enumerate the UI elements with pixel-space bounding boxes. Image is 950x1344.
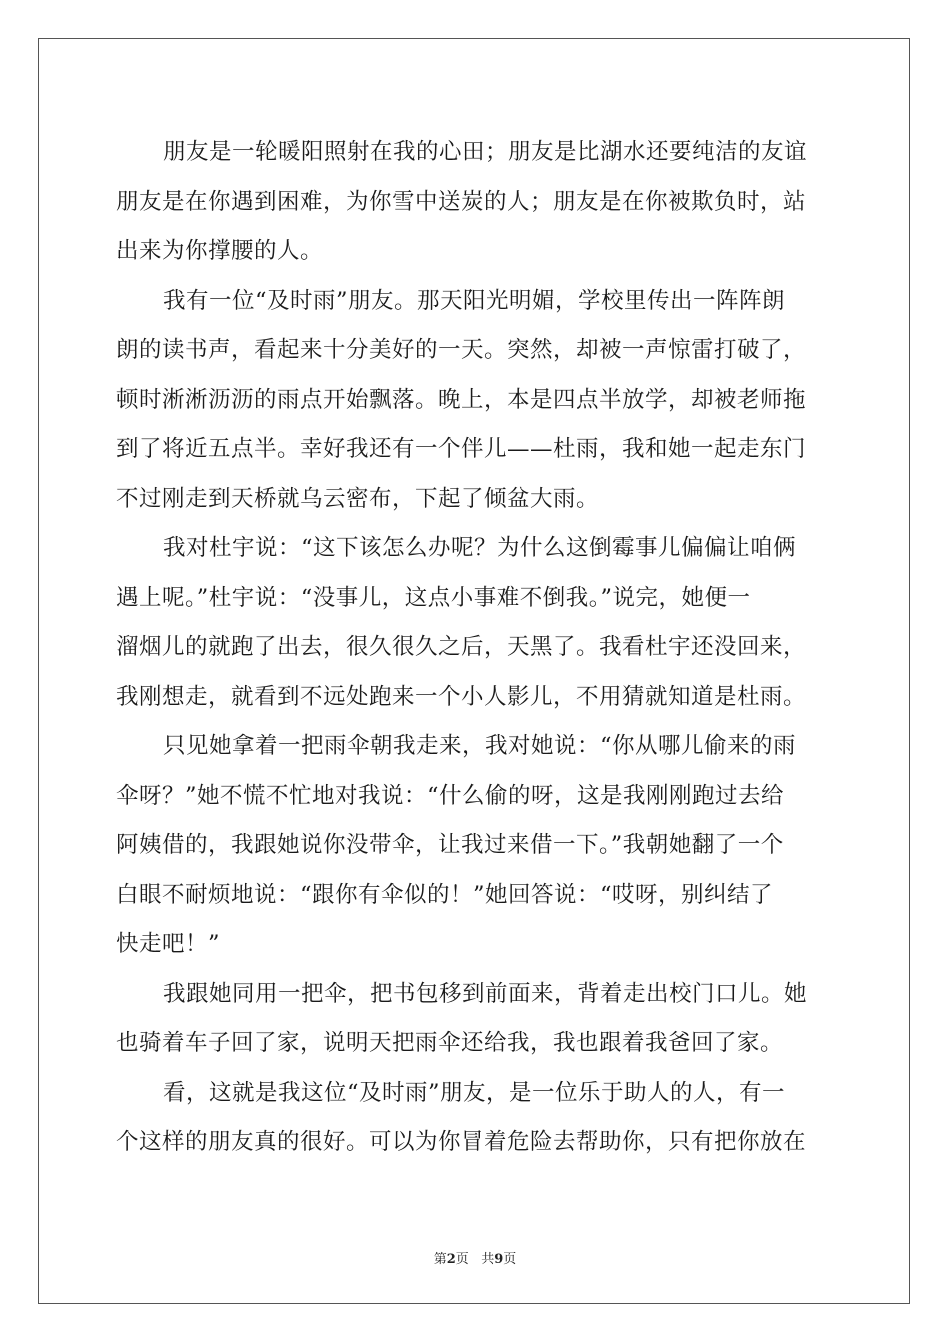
- text-line: 我有一位“及时雨”朋友。那天阳光明媚，学校里传出一阵阵朗: [163, 287, 786, 314]
- text-line: 我刚想走，就看到不远处跑来一个小人影儿，不用猜就知道是杜雨。: [116, 683, 807, 710]
- text-line: 到了将近五点半。幸好我还有一个伴儿——杜雨，我和她一起走东门: [116, 436, 807, 462]
- footer-total-prefix: 共: [481, 1252, 495, 1267]
- text-line: 遇上呢。”杜宇说：“没事儿，这点小事难不倒我。”说完，她便一: [116, 584, 751, 611]
- total-pages-number: 9: [494, 1252, 504, 1267]
- text-line: 阿姨借的，我跟她说你没带伞，让我过来借一下。”我朝她翻了一个: [116, 832, 784, 858]
- text-line: 不过刚走到天桥就乌云密布，下起了倾盆大雨。: [116, 485, 600, 512]
- current-page-number: 2: [446, 1252, 456, 1267]
- text-line: 也骑着车子回了家，说明天把雨伞还给我，我也跟着我爸回了家。: [116, 1030, 784, 1056]
- text-line: 看，这就是我这位“及时雨”朋友，是一位乐于助人的人，有一: [163, 1079, 786, 1106]
- text-line: 个这样的朋友真的很好。可以为你冒着危险去帮助你，只有把你放在: [116, 1129, 807, 1155]
- footer-page-suffix: 页: [455, 1252, 469, 1267]
- text-line: 只见她拿着一把雨伞朝我走来，我对她说：“你从哪儿偷来的雨: [163, 733, 797, 759]
- text-line: 白眼不耐烦地说：“跟你有伞似的！”她回答说：“哎呀，别纠结了: [116, 881, 774, 908]
- text-line: 朗的读书声，看起来十分美好的一天。突然，却被一声惊雷打破了，: [116, 337, 807, 363]
- document-body: [116, 128, 832, 1168]
- text-line: 朋友是一轮暖阳照射在我的心田；朋友是比湖水还要纯洁的友谊: [163, 139, 808, 165]
- text-line: 朋友是在你遇到困难，为你雪中送炭的人；朋友是在你被欺负时，站: [116, 188, 807, 215]
- text-line: 伞呀？”她不慌不忙地对我说：“什么偷的呀，这是我刚刚跑过去给: [116, 782, 785, 809]
- text-line: 快走吧！”: [116, 931, 221, 957]
- page-footer: [0, 1248, 950, 1267]
- text-line: 我跟她同用一把伞，把书包移到前面来，背着走出校门口儿。她: [163, 980, 808, 1007]
- text-line: 出来为你撑腰的人。: [116, 238, 324, 264]
- text-line: 顿时淅淅沥沥的雨点开始飘落。晚上，本是四点半放学，却被老师拖: [116, 386, 807, 413]
- text-line: 溜烟儿的就跑了出去，很久很久之后，天黑了。我看杜宇还没回来，: [116, 634, 807, 660]
- footer-total-suffix: 页: [503, 1252, 517, 1267]
- text-line: 我对杜宇说：“这下该怎么办呢？为什么这倒霉事儿偏偏让咱俩: [163, 535, 797, 561]
- footer-prefix: 第: [433, 1252, 447, 1267]
